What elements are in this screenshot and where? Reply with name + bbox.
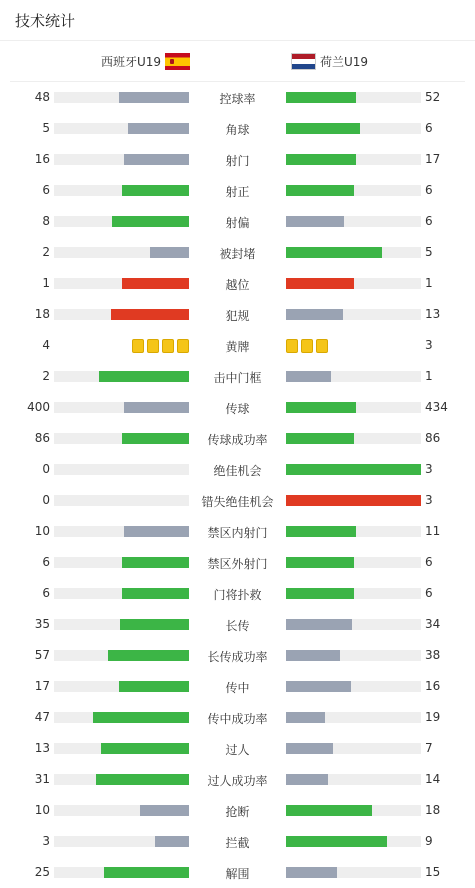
home-stat-bar — [111, 309, 189, 320]
away-stat-bar — [286, 495, 421, 506]
stat-row — [0, 237, 475, 268]
stat-row — [0, 516, 475, 547]
stat-label: 被封堵 — [219, 247, 256, 261]
home-stat-bar — [93, 712, 189, 723]
away-stat-bar-track — [286, 154, 421, 165]
home-stat-bar-track — [54, 464, 189, 475]
away-stat-bar-track — [286, 247, 421, 258]
away-stat-bar — [286, 216, 344, 227]
away-stat-bar — [286, 371, 331, 382]
stat-row — [0, 268, 475, 299]
away-stat-bar-track — [286, 495, 421, 506]
stat-row — [0, 206, 475, 237]
yellow-card-icon — [286, 339, 298, 353]
away-stat-bar — [286, 774, 328, 785]
stat-row — [0, 795, 475, 826]
away-stat-bar-track — [286, 402, 421, 413]
away-stat-value: 5 — [425, 245, 433, 259]
stat-label: 传中 — [225, 681, 250, 695]
away-stat-bar-track — [286, 681, 421, 692]
stat-label: 犯规 — [225, 309, 250, 323]
away-stat-value: 38 — [425, 648, 441, 662]
away-stat-bar — [286, 402, 356, 413]
home-stat-value: 57 — [34, 648, 50, 662]
home-stat-bar-track — [54, 123, 189, 134]
home-stat-value: 18 — [34, 307, 50, 321]
header — [0, 0, 475, 41]
home-stat-bar — [140, 805, 189, 816]
yellow-card-icon — [301, 339, 313, 353]
stat-label: 传球成功率 — [207, 433, 268, 447]
away-stat-bar — [286, 743, 333, 754]
away-stat-bar — [286, 712, 325, 723]
home-stat-value: 0 — [42, 462, 50, 476]
away-stat-value: 13 — [425, 307, 441, 321]
away-stat-bar — [286, 619, 352, 630]
stat-row — [0, 175, 475, 206]
away-stat-value: 7 — [425, 741, 433, 755]
stat-label: 禁区外射门 — [207, 557, 268, 571]
stat-row — [0, 113, 475, 144]
away-stat-bar — [286, 92, 356, 103]
away-stat-value: 1 — [425, 276, 433, 290]
yellow-card-icon — [316, 339, 328, 353]
stat-label: 错失绝佳机会 — [201, 495, 274, 509]
home-stat-value: 2 — [42, 369, 50, 383]
away-stat-bar — [286, 185, 354, 196]
away-stat-value: 17 — [425, 152, 441, 166]
home-stat-bar — [122, 278, 190, 289]
away-stat-bar — [286, 154, 356, 165]
away-stat-value: 1 — [425, 369, 433, 383]
away-stat-bar — [286, 557, 354, 568]
away-stat-value: 34 — [425, 617, 441, 631]
stat-row — [0, 299, 475, 330]
away-stat-bar-track — [286, 650, 421, 661]
home-stat-value: 17 — [34, 679, 50, 693]
away-stat-value: 15 — [425, 865, 441, 879]
home-stat-bar-track — [54, 557, 189, 568]
stat-label: 射正 — [225, 185, 250, 199]
stat-row — [0, 361, 475, 392]
stat-row — [0, 671, 475, 702]
home-stat-bar-track — [54, 278, 189, 289]
stat-row — [0, 702, 475, 733]
home-stat-bar — [124, 154, 189, 165]
stat-row — [0, 454, 475, 485]
stat-label: 长传 — [225, 619, 250, 633]
stat-row — [0, 423, 475, 454]
home-stat-value: 4 — [42, 338, 50, 352]
stat-label: 拦截 — [225, 836, 250, 850]
away-stat-bar-track — [286, 867, 421, 878]
home-stat-value: 3 — [42, 834, 50, 848]
home-stat-bar-track — [54, 247, 189, 258]
home-stat-bar-track — [54, 309, 189, 320]
home-stat-value: 6 — [42, 586, 50, 600]
away-stat-bar-track — [286, 92, 421, 103]
away-stat-bar — [286, 278, 354, 289]
away-stat-bar — [286, 805, 372, 816]
home-stat-bar — [112, 216, 189, 227]
away-stat-bar-track — [286, 712, 421, 723]
home-stat-value: 25 — [34, 865, 50, 879]
home-stat-value: 6 — [42, 183, 50, 197]
netherlands-flag-icon — [291, 53, 316, 70]
home-stat-bar-track — [54, 92, 189, 103]
home-stat-bar — [122, 557, 190, 568]
away-stat-bar-track — [286, 464, 421, 475]
spain-flag-icon — [165, 53, 190, 70]
away-stat-bar-track — [286, 278, 421, 289]
away-stat-bar-track — [286, 836, 421, 847]
home-stat-bar — [122, 433, 190, 444]
away-yellow-cards — [286, 339, 328, 353]
away-stat-bar-track — [286, 619, 421, 630]
home-stat-bar — [101, 743, 189, 754]
away-stat-value: 19 — [425, 710, 441, 724]
away-stat-value: 14 — [425, 772, 441, 786]
yellow-card-icon — [177, 339, 189, 353]
home-stat-value: 48 — [34, 90, 50, 104]
home-stat-bar — [150, 247, 189, 258]
stat-row — [0, 82, 475, 113]
home-stat-bar — [96, 774, 189, 785]
stat-row — [0, 609, 475, 640]
stat-label: 禁区内射门 — [207, 526, 268, 540]
home-stat-value: 5 — [42, 121, 50, 135]
home-stat-value: 6 — [42, 555, 50, 569]
home-stat-bar-track — [54, 805, 189, 816]
home-stat-bar-track — [54, 619, 189, 630]
stat-row — [0, 578, 475, 609]
away-stat-value: 434 — [425, 400, 448, 414]
home-stat-bar — [99, 371, 189, 382]
away-team — [291, 53, 368, 70]
stat-label: 解围 — [225, 867, 250, 881]
stat-label: 长传成功率 — [207, 650, 268, 664]
stat-row — [0, 547, 475, 578]
away-stat-value: 6 — [425, 586, 433, 600]
home-stat-bar-track — [54, 867, 189, 878]
stat-row — [0, 764, 475, 795]
home-stat-value: 47 — [34, 710, 50, 724]
home-stat-bar-track — [54, 495, 189, 506]
away-team-name: 荷兰U19 — [320, 55, 369, 69]
home-yellow-cards — [132, 339, 189, 353]
away-stat-bar-track — [286, 774, 421, 785]
home-stat-bar-track — [54, 371, 189, 382]
home-stat-bar-track — [54, 836, 189, 847]
away-stat-bar — [286, 309, 343, 320]
away-stat-bar-track — [286, 588, 421, 599]
stat-label: 绝佳机会 — [213, 464, 262, 478]
stat-label: 门将扑救 — [213, 588, 262, 602]
away-stat-bar-track — [286, 557, 421, 568]
home-stat-bar-track — [54, 774, 189, 785]
stat-row — [0, 733, 475, 764]
away-stat-value: 52 — [425, 90, 441, 104]
home-stat-bar-track — [54, 402, 189, 413]
home-stat-bar-track — [54, 650, 189, 661]
home-stat-bar — [108, 650, 189, 661]
stat-label: 越位 — [225, 278, 250, 292]
stat-row — [0, 485, 475, 516]
home-stat-value: 8 — [42, 214, 50, 228]
yellow-card-icon — [132, 339, 144, 353]
away-stat-value: 9 — [425, 834, 433, 848]
home-stat-bar — [128, 123, 189, 134]
home-stat-bar-track — [54, 712, 189, 723]
home-stat-bar-track — [54, 681, 189, 692]
away-stat-bar — [286, 867, 337, 878]
away-stat-bar — [286, 247, 382, 258]
home-stat-value: 1 — [42, 276, 50, 290]
home-stat-bar-track — [54, 526, 189, 537]
away-stat-value: 6 — [425, 121, 433, 135]
page-title: 技术统计 — [15, 12, 76, 30]
home-stat-bar — [119, 92, 189, 103]
home-stat-bar-track — [54, 185, 189, 196]
teams-header — [10, 41, 465, 82]
away-stat-bar — [286, 526, 356, 537]
away-stat-value: 3 — [425, 338, 433, 352]
home-stat-bar-track — [54, 433, 189, 444]
home-stat-value: 400 — [27, 400, 50, 414]
away-stat-bar-track — [286, 371, 421, 382]
stat-row — [0, 640, 475, 671]
yellow-card-icon — [162, 339, 174, 353]
away-stat-bar — [286, 433, 354, 444]
home-stat-value: 31 — [34, 772, 50, 786]
home-stat-bar — [124, 402, 189, 413]
stat-row — [0, 392, 475, 423]
stat-label: 过人 — [225, 743, 250, 757]
home-stat-bar — [122, 588, 190, 599]
home-stat-value: 0 — [42, 493, 50, 507]
away-stat-bar — [286, 588, 354, 599]
away-stat-value: 86 — [425, 431, 441, 445]
away-stat-bar-track — [286, 185, 421, 196]
stat-row — [0, 144, 475, 175]
stat-label: 控球率 — [219, 92, 256, 106]
away-stat-value: 6 — [425, 214, 433, 228]
away-stat-bar — [286, 836, 387, 847]
away-stat-bar-track — [286, 433, 421, 444]
home-stat-value: 35 — [34, 617, 50, 631]
stat-label: 黄牌 — [225, 340, 250, 354]
away-stat-bar-track — [286, 743, 421, 754]
away-stat-bar-track — [286, 216, 421, 227]
yellow-card-icon — [147, 339, 159, 353]
home-stat-bar-track — [54, 154, 189, 165]
home-stat-value: 86 — [34, 431, 50, 445]
away-stat-value: 6 — [425, 183, 433, 197]
home-stat-value: 13 — [34, 741, 50, 755]
stat-row — [0, 330, 475, 361]
away-stat-value: 16 — [425, 679, 441, 693]
home-stat-bar — [124, 526, 189, 537]
home-stat-value: 2 — [42, 245, 50, 259]
away-stat-value: 3 — [425, 493, 433, 507]
stat-row — [0, 857, 475, 888]
stat-label: 抢断 — [225, 805, 250, 819]
home-stat-bar — [120, 619, 189, 630]
home-stat-bar-track — [54, 743, 189, 754]
home-stat-bar — [119, 681, 189, 692]
away-stat-bar-track — [286, 805, 421, 816]
stats-list — [0, 82, 475, 888]
stat-label: 击中门框 — [213, 371, 262, 385]
away-stat-bar — [286, 681, 351, 692]
stat-row — [0, 826, 475, 857]
away-stat-bar — [286, 123, 360, 134]
home-stat-bar — [104, 867, 189, 878]
away-stat-value: 6 — [425, 555, 433, 569]
home-stat-bar — [155, 836, 189, 847]
home-stat-bar — [122, 185, 190, 196]
stat-label: 传中成功率 — [207, 712, 268, 726]
away-stat-bar — [286, 464, 421, 475]
stat-label: 过人成功率 — [207, 774, 268, 788]
home-stat-value: 16 — [34, 152, 50, 166]
away-stat-value: 3 — [425, 462, 433, 476]
away-stat-value: 18 — [425, 803, 441, 817]
home-stat-bar-track — [54, 588, 189, 599]
stat-label: 射偏 — [225, 216, 250, 230]
away-stat-bar — [286, 650, 340, 661]
home-team — [101, 53, 190, 70]
away-stat-bar-track — [286, 123, 421, 134]
away-stat-bar-track — [286, 526, 421, 537]
home-stat-value: 10 — [34, 803, 50, 817]
home-stat-bar-track — [54, 216, 189, 227]
stat-label: 传球 — [225, 402, 250, 416]
home-team-name: 西班牙U19 — [100, 55, 161, 69]
away-stat-bar-track — [286, 309, 421, 320]
away-stat-value: 11 — [425, 524, 441, 538]
stat-label: 射门 — [225, 154, 250, 168]
home-stat-value: 10 — [34, 524, 50, 538]
stat-label: 角球 — [225, 123, 250, 137]
